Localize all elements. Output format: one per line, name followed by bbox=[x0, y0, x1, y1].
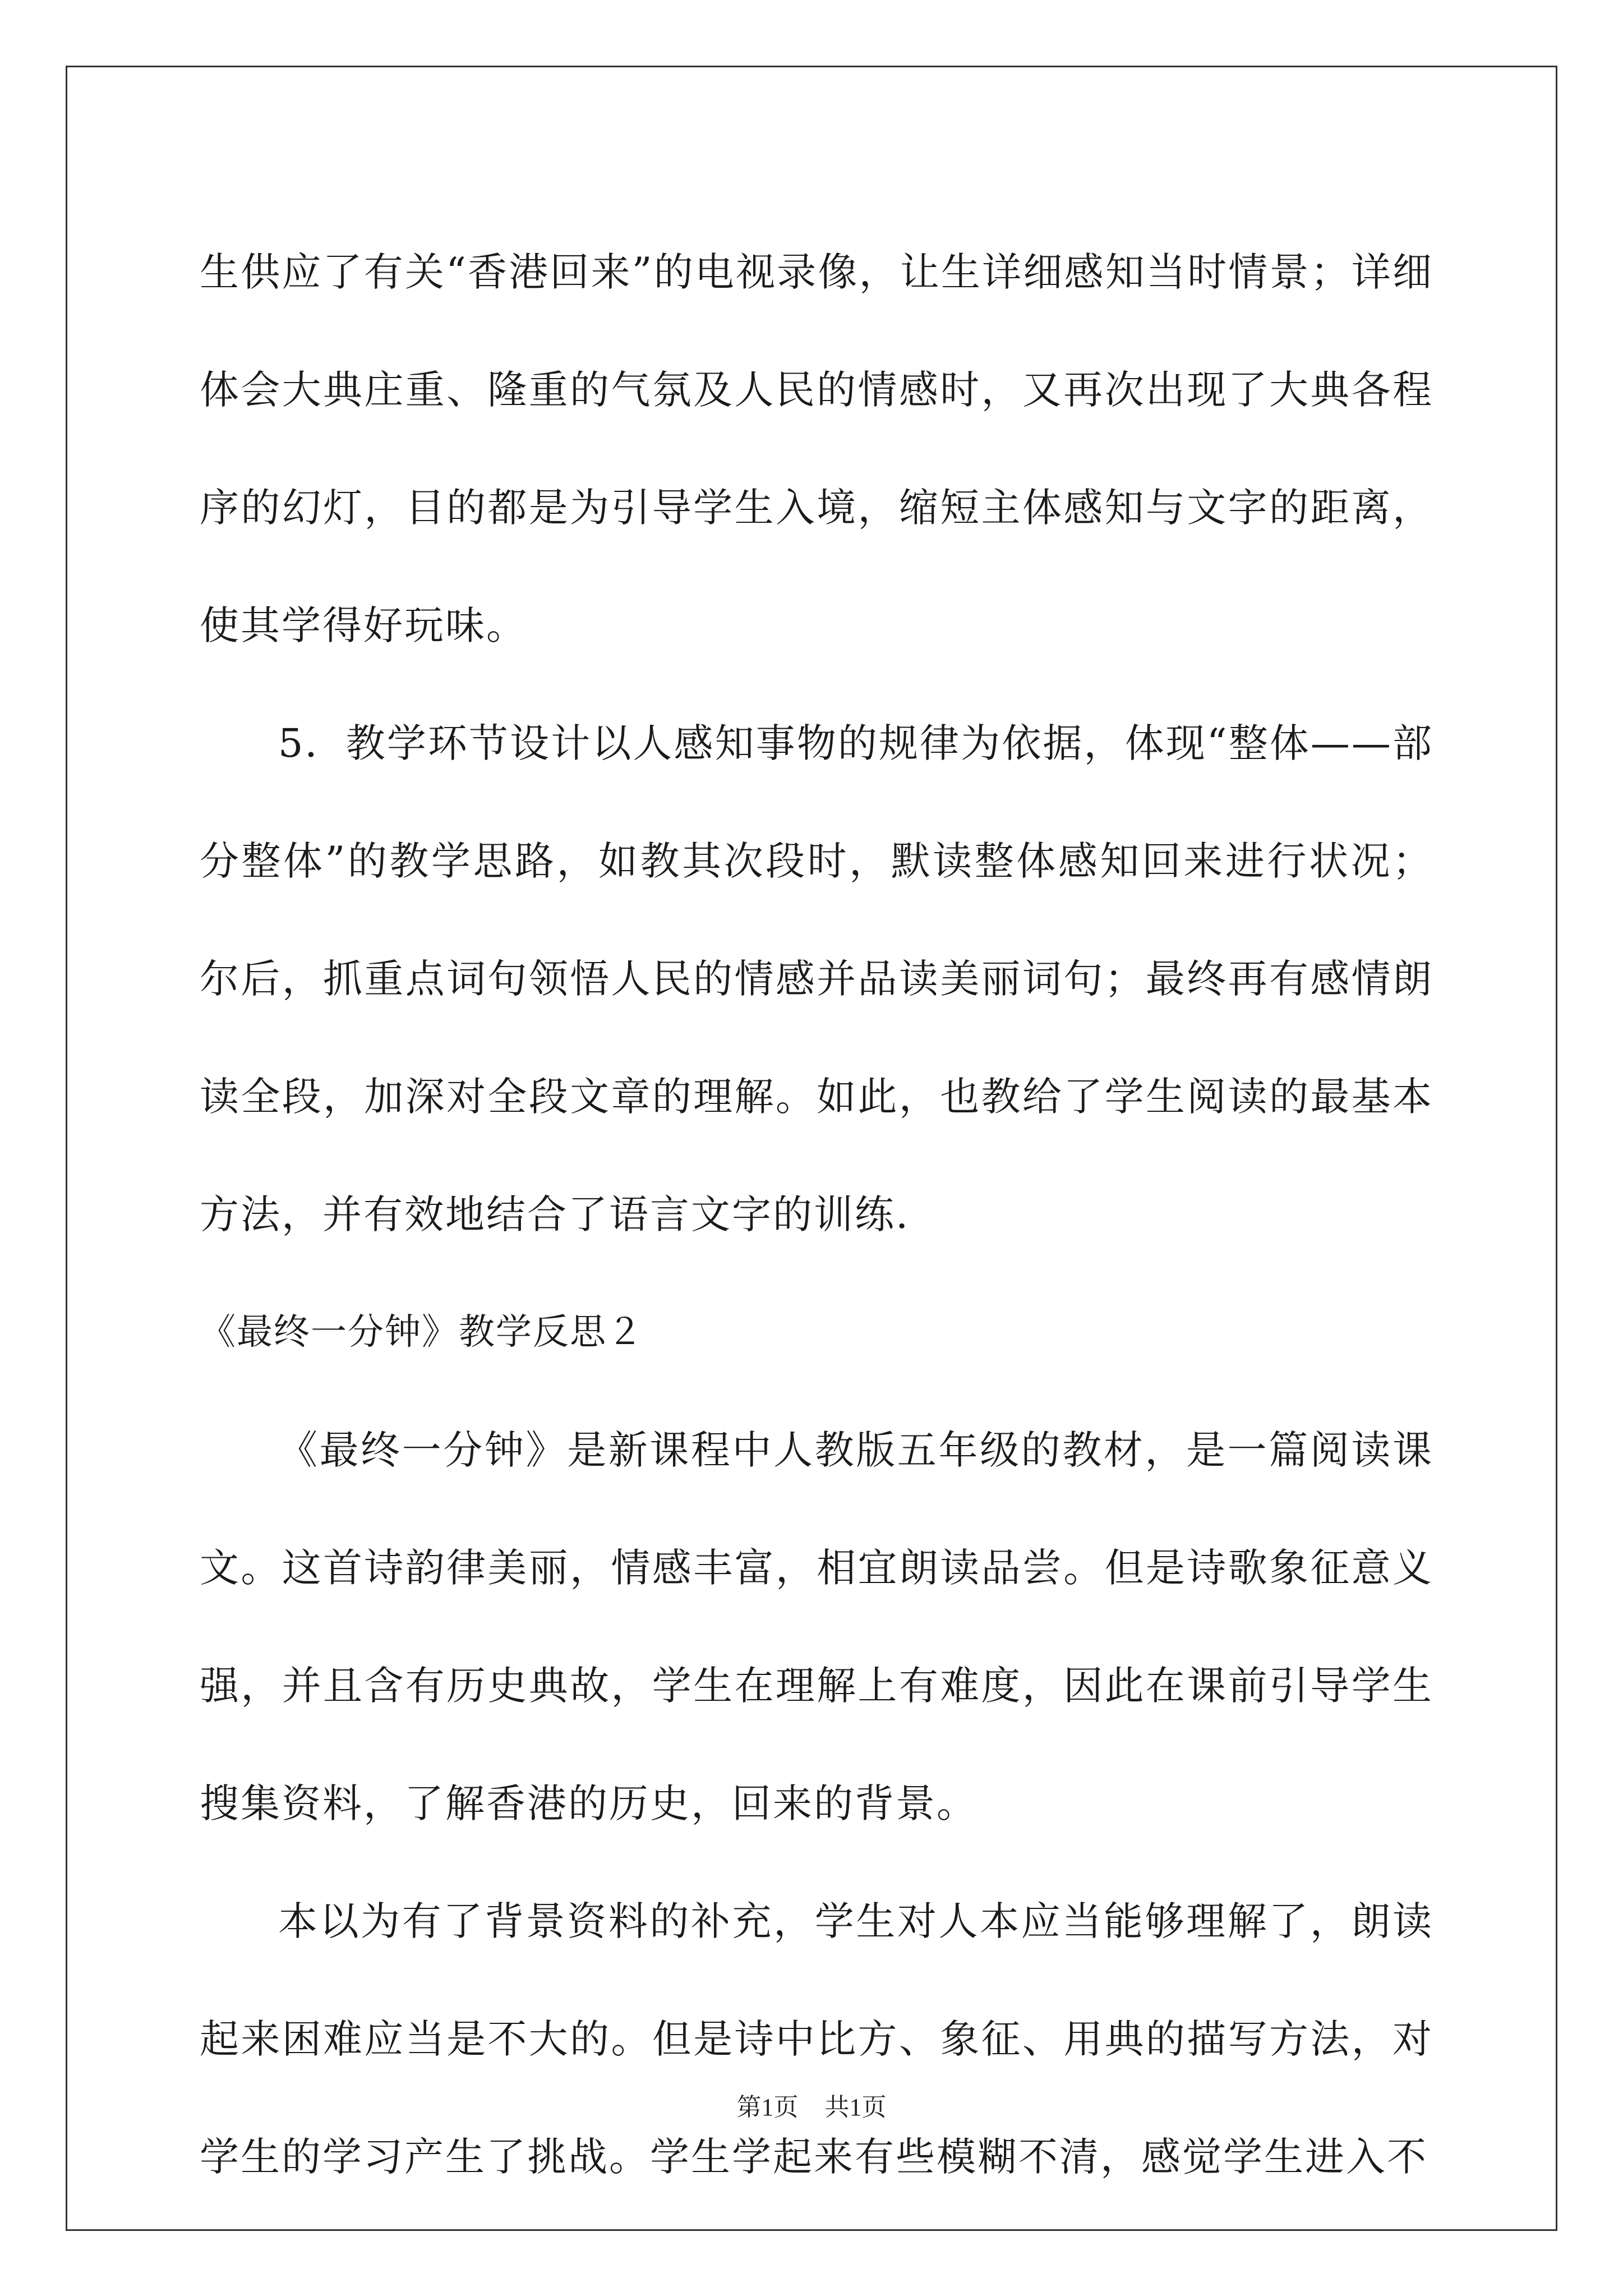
paragraph-3: 《最终一分钟》是新课程中人教版五年级的教材，是一篇阅读课文。这首诗韵律美丽，情感丰富，相宜朗读品尝。但是诗歌象征意义强，并且含有历史典故，学生在理解上有难度，因此在课前引导学生搜集资料，了解香港的历史，回来的背景。 bbox=[200, 1427, 1433, 1826]
paragraph-2: 5．教学环节设计以人感知事物的规律为依据，体现“整体——部分整体”的教学思路，如教其次段时，默读整体感知回来进行状况；尔后，抓重点词句领悟人民的情感并品读美丽词句；最终再有感情朗读全段，加深对全段文章的理解。如此，也教给了学生阅读的最基本方法，并有效地结合了语言文字的训练. bbox=[200, 720, 1433, 1237]
page-footer bbox=[0, 2087, 1623, 2123]
document-body bbox=[200, 213, 1433, 2216]
page-number: 第1页 bbox=[736, 2093, 799, 2121]
page-total: 共1页 bbox=[824, 2093, 887, 2121]
section-heading: 《最终一分钟》教学反思２ bbox=[200, 1312, 644, 1353]
paragraph-1: 生供应了有关“香港回来”的电视录像，让生详细感知当时情景；详细体会大典庄重、隆重的气氛及人民的情感时，又再次出现了大典各程序的幻灯，目的都是为引导学生入境，缩短主体感知与文字的距离，使其学得好玩味。 bbox=[200, 249, 1433, 648]
paragraph-4: 本以为有了背景资料的补充，学生对人本应当能够理解了，朗读起来困难应当是不大的。但是诗中比方、象征、用典的描写方法，对学生的学习产生了挑战。学生学起来有些模糊不清，感觉学生进入不 bbox=[200, 1898, 1433, 2180]
